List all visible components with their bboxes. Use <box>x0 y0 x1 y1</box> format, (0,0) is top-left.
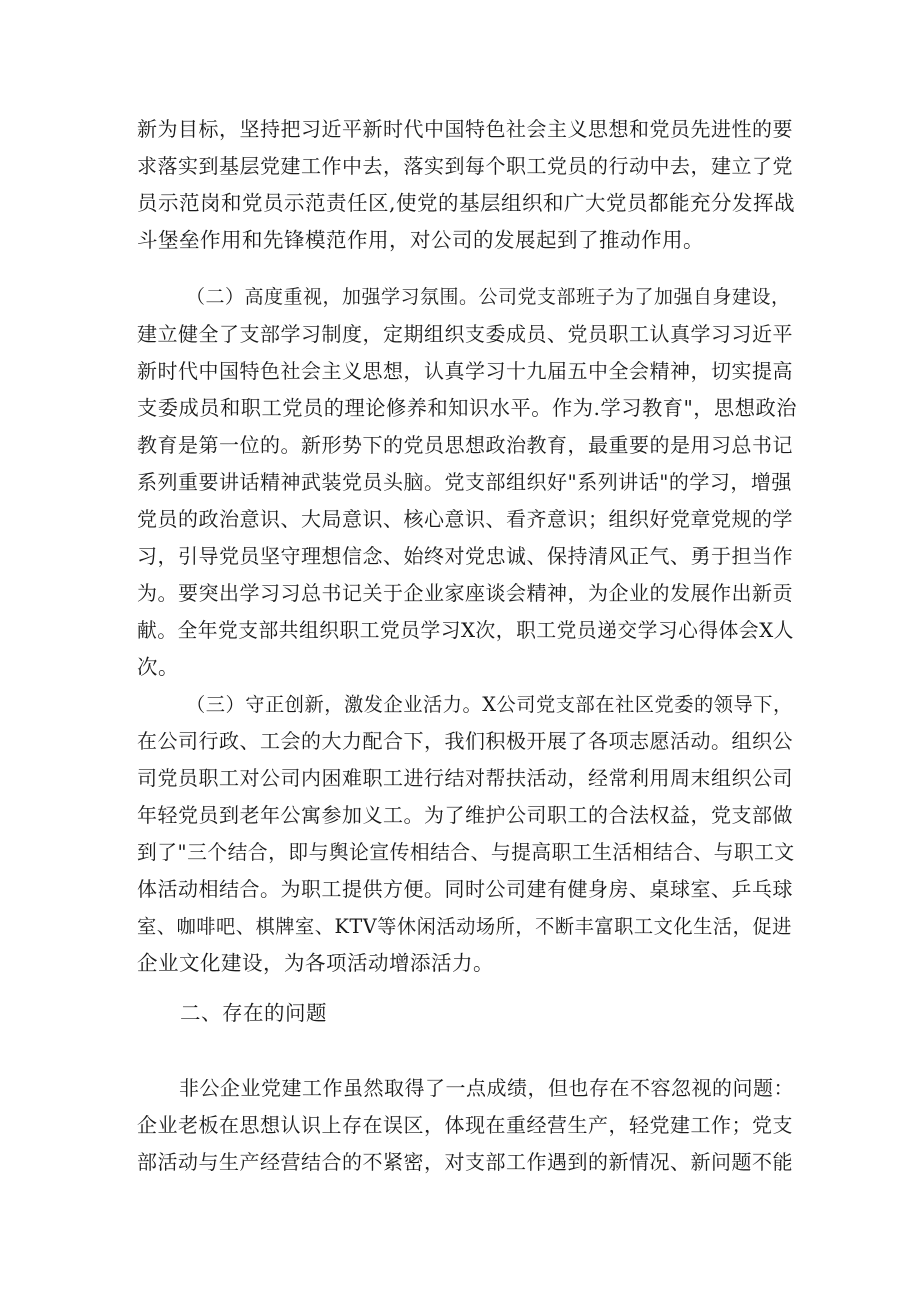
paragraph-line: （三）守正创新，激发企业活力。X公司党支部在社区党委的领导下， <box>186 693 793 716</box>
paragraph-line: 为。要突出学习习总书记关于企业家座谈会精神，为企业的发展作出新贡 <box>137 581 793 605</box>
paragraph-line: 非公企业党建工作虽然取得了一点成绩，但也存在不容忽视的问题： <box>179 1076 794 1100</box>
section-heading: 二、存在的问题 <box>180 1001 327 1025</box>
paragraph-line: 教育是第一位的。新形势下的党员思想政治教育，最重要的是用习总书记 <box>137 433 793 457</box>
paragraph-line: 新为目标，坚持把习近平新时代中国特色社会主义思想和党员先进性的要 <box>137 117 793 141</box>
paragraph-line: 部活动与生产经营结合的不紧密，对支部工作遇到的新情况、新问题不能 <box>137 1150 793 1174</box>
paragraph-innovation <box>137 686 797 982</box>
paragraph-line: 支委成员和职工党员的理论修养和知识水平。作为.学习教育"，思想政治 <box>137 396 798 420</box>
paragraph-line: 到了"三个结合，即与舆论宣传相结合、与提高职工生活相结合、与职工文 <box>137 841 795 864</box>
paragraph-line: 习，引导党员坚守理想信念、始终对党忠诚、保持清风正气、勇于担当作 <box>137 544 793 568</box>
paragraph-study-atmosphere <box>137 279 797 686</box>
paragraph-line: 系列重要讲话精神武装党员头脑。党支部组织好"系列讲话"的学习，增强 <box>137 470 792 494</box>
paragraph-line: 建立健全了支部学习制度，定期组织支委成员、党员职工认真学习习近平 <box>137 322 793 346</box>
paragraph-line: 斗堡垒作用和先锋模范作用，对公司的发展起到了推动作用。 <box>137 228 704 252</box>
paragraph-line: 体活动相结合。为职工提供方便。同时公司建有健身房、桌球室、乒乓球 <box>137 877 793 901</box>
paragraph-line: 年轻党员到老年公寓参加义工。为了维护公司职工的合法权益，党支部做 <box>137 803 793 827</box>
paragraph-line: 献。全年党支部共组织职工党员学习X次，职工党员递交学习心得体会X人 <box>137 619 794 642</box>
paragraph-line: 在公司行政、工会的大力配合下，我们积极开展了各项志愿活动。组织公 <box>137 729 793 753</box>
paragraph-line: （二）高度重视，加强学习氛围。公司党支部班子为了加强自身建设， <box>186 286 791 308</box>
paragraph-line: 新时代中国特色社会主义思想，认真学习十九届五中全会精神，切实提高 <box>137 359 793 383</box>
paragraph-line: 求落实到基层党建工作中去，落实到每个职工党员的行动中去，建立了党 <box>137 154 793 178</box>
paragraph-problems <box>137 1070 797 1181</box>
paragraph-line: 次。 <box>137 655 179 679</box>
paragraph-line: 司党员职工对公司内困难职工进行结对帮扶活动，经常利用周末组织公司 <box>137 766 793 790</box>
paragraph-intro-continuation <box>137 111 797 259</box>
paragraph-line: 党员的政治意识、大局意识、核心意识、看齐意识；组织好党章党规的学 <box>137 507 793 531</box>
paragraph-line: 室、咖啡吧、棋牌室、KTV等休闲活动场所，不断丰富职工文化生活，促进 <box>137 915 792 938</box>
paragraph-line: 企业文化建设，为各项活动增添活力。 <box>137 951 494 975</box>
paragraph-line: 企业老板在思想认识上存在误区，体现在重经营生产，轻党建工作；党支 <box>137 1113 793 1137</box>
paragraph-line: 员示范岗和党员示范责任区,使党的基层组织和广大党员都能充分发挥战 <box>137 191 796 215</box>
